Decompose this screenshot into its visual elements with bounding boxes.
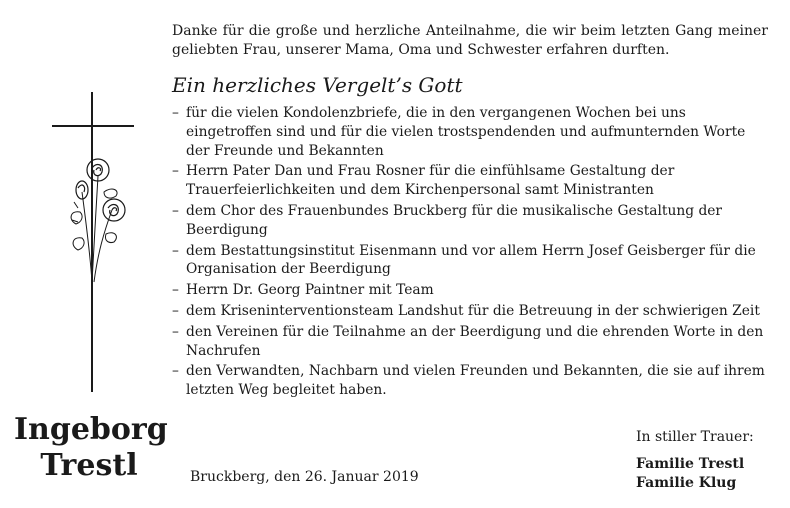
list-item-text: dem Chor des Frauenbundes Bruckberg für die musikalische Gestaltung der Beerdigung bbox=[186, 202, 723, 238]
list-item bbox=[172, 362, 772, 400]
list-dash: – bbox=[172, 282, 179, 299]
thanks-heading: Ein herzliches Vergelt’s Gott bbox=[172, 73, 463, 97]
list-item bbox=[172, 302, 772, 321]
cross-with-roses-icon bbox=[52, 92, 144, 392]
intro-text: Danke für die große und herzliche Anteilnahme, die wir beim letzten Gang meiner geliebten Frau, unserer Mama, Oma und Schwester erfahren durften. bbox=[172, 23, 768, 58]
list-item-text: Herrn Dr. Georg Paintner mit Team bbox=[186, 282, 434, 299]
left-column bbox=[0, 0, 170, 508]
list-item bbox=[172, 281, 772, 300]
list-item bbox=[172, 104, 772, 160]
deceased-first-name: Ingeborg bbox=[14, 412, 168, 447]
family-name: Familie Trestl bbox=[636, 456, 745, 472]
list-dash: – bbox=[172, 242, 179, 259]
list-item-text: dem Kriseninterventionsteam Landshut für die Betreuung in der schwierigen Zeit bbox=[186, 302, 760, 319]
list-item bbox=[172, 242, 772, 280]
list-item bbox=[172, 162, 772, 200]
deceased-last-name: Trestl bbox=[40, 448, 138, 483]
list-dash: – bbox=[172, 323, 179, 340]
list-item bbox=[172, 323, 772, 361]
list-item-text: für die vielen Kondolenzbriefe, die in den vergangenen Wochen bei uns eingetroffen sind und für die vielen trostspendenden und aufmunternden Worte der Freunde und Bekannten bbox=[186, 105, 746, 159]
list-dash: – bbox=[172, 202, 179, 219]
list-dash: – bbox=[172, 363, 179, 380]
list-dash: – bbox=[172, 105, 179, 121]
deceased-name bbox=[14, 412, 168, 484]
list-item-text: Herrn Pater Dan und Frau Rosner für die einfühlsame Gestaltung der Trauerfeierlichkeiten und dem Kirchenpersonal samt Ministranten bbox=[186, 163, 675, 199]
family-name: Familie Klug bbox=[636, 475, 737, 491]
list-dash: – bbox=[172, 163, 179, 180]
place-date: Bruckberg, den 26. Januar 2019 bbox=[190, 469, 419, 485]
list-item bbox=[172, 202, 772, 240]
mourners-label: In stiller Trauer: bbox=[636, 429, 754, 445]
list-item-text: den Vereinen für die Teilnahme an der Beerdigung und die ehrenden Worte in den Nachrufen bbox=[186, 323, 764, 359]
list-item-text: dem Bestattungsinstitut Eisenmann und vor allem Herrn Josef Geisberger für die Organisation der Beerdigung bbox=[186, 242, 756, 278]
thanks-list bbox=[172, 104, 772, 402]
list-item-text: den Verwandten, Nachbarn und vielen Freunden und Bekannten, die sie auf ihrem letzten Weg begleitet haben. bbox=[186, 363, 765, 399]
mourners-block bbox=[636, 428, 754, 493]
list-dash: – bbox=[172, 302, 179, 319]
right-column bbox=[172, 0, 772, 508]
